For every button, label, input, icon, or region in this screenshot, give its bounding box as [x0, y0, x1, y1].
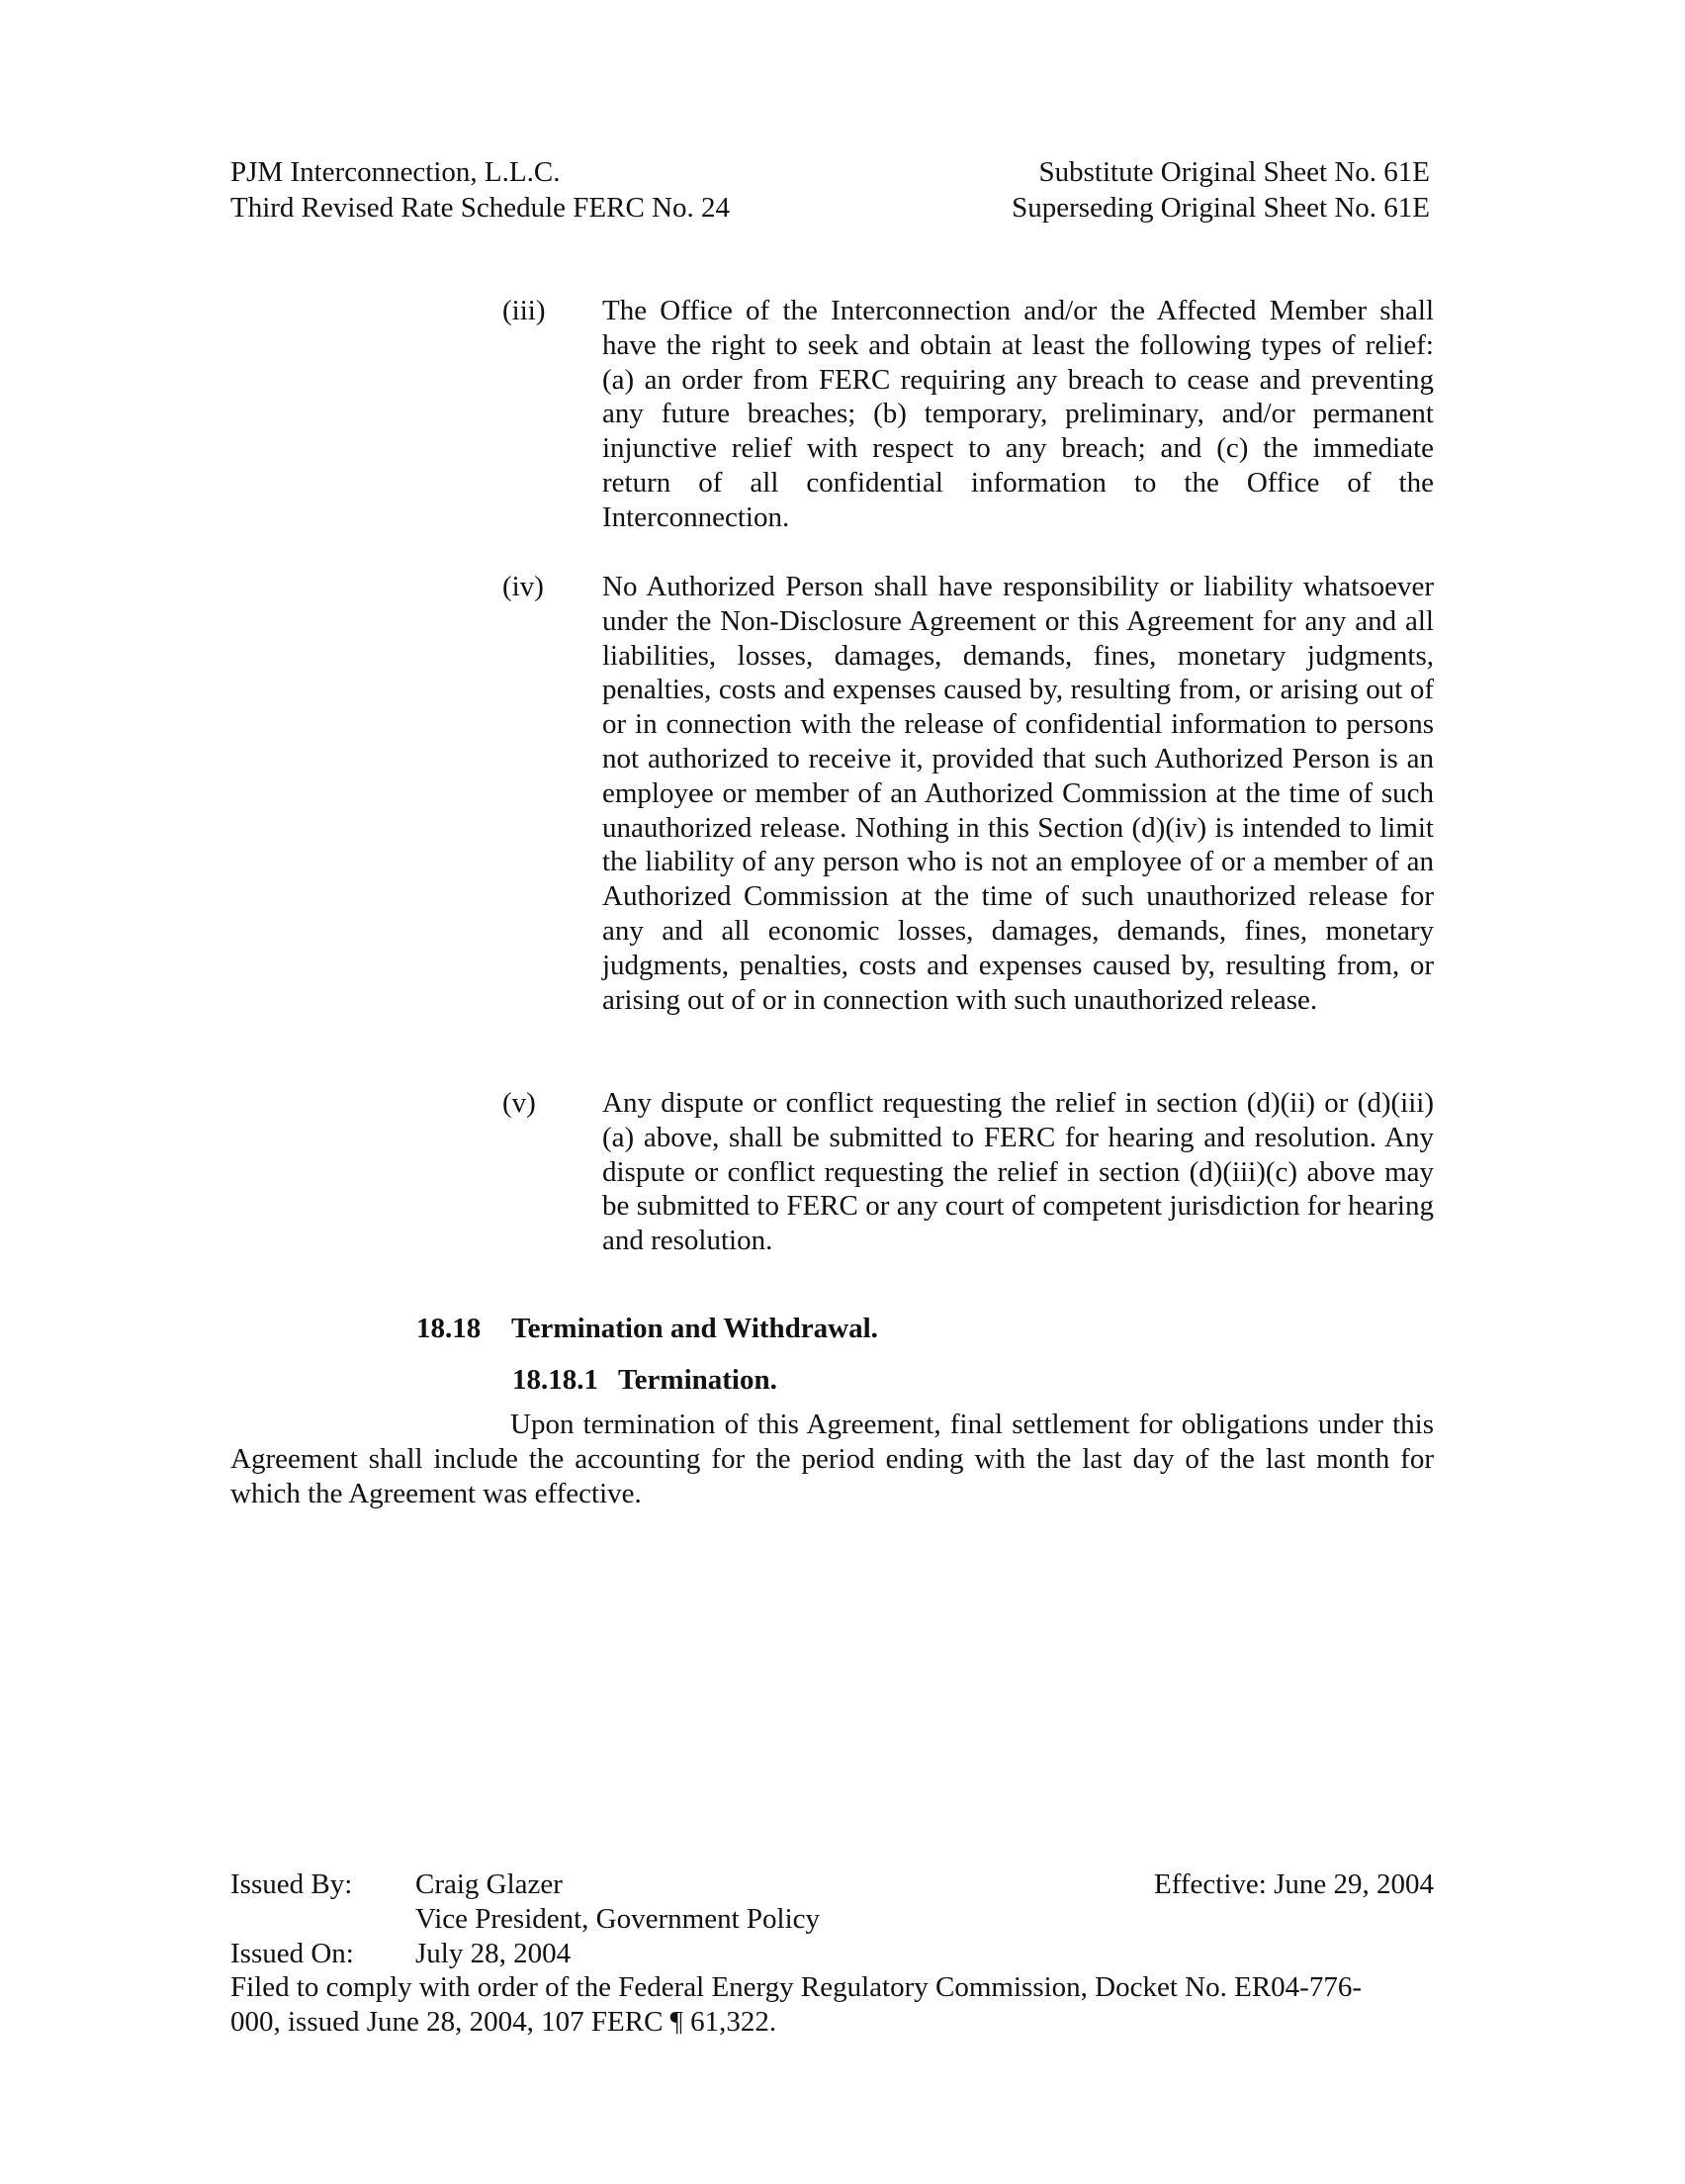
- filed-line-1: Filed to comply with order of the Federal Energy Regulatory Commission, Docket No. ER04-776-: [230, 1971, 1362, 2004]
- superseding-sheet: Superseding Original Sheet No. 61E: [1012, 192, 1430, 224]
- subsection-number: 18.18.1: [512, 1364, 598, 1396]
- list-item: [502, 294, 1434, 535]
- header-right: [1012, 154, 1430, 226]
- issued-by-title: Vice President, Government Policy: [415, 1902, 821, 1935]
- subsection-title: Termination.: [618, 1364, 777, 1396]
- header-left: [230, 154, 730, 226]
- item-number: (iv): [502, 571, 544, 602]
- issued-on-label: Issued On:: [230, 1937, 354, 1969]
- item-number: (v): [502, 1087, 536, 1119]
- issued-by-label: Issued By:: [230, 1868, 353, 1900]
- issued-on-date: July 28, 2004: [415, 1937, 572, 1969]
- section-number: 18.18: [416, 1313, 482, 1344]
- filed-line-2: 000, issued June 28, 2004, 107 FERC ¶ 61,322.: [230, 2006, 777, 2039]
- item-text: The Office of the Interconnection and/or the Affected Member shall have the right to seek and obtain at least the following types of relief: (a) an order from FERC requiring any breach to cease and preventing any future breaches; (b) temporary, preliminary, and/or permanent injunctive relief with respect to any breach; and (c) the immediate return of all confidential information to the Office of the Interconnection.: [602, 295, 1434, 533]
- issued-by-name: Craig Glazer: [415, 1868, 563, 1900]
- item-text: No Authorized Person shall have responsibility or liability whatsoever under the Non-Disclosure Agreement or this Agreement for any and all liabilities, losses, damages, demands, fines, monetary judgments, penalties, costs and expenses caused by, resulting from, or arising out of or in connection with the release of confidential information to persons not authorized to receive it, provided that such Authorized Person is an employee or member of an Authorized Commission at the time of such unauthorized release. Nothing in this Section (d)(iv) is intended to limit the liability of any person who is not an employee of or a member of an Authorized Commission at the time of such unauthorized release for any and all economic losses, damages, demands, fines, monetary judgments, penalties, costs and expenses caused by, resulting from, or arising out of or in connection with such unauthorized release.: [602, 571, 1434, 1016]
- subsection-heading: [512, 1362, 777, 1398]
- section-heading: [416, 1311, 878, 1346]
- footer: [230, 1867, 1434, 2040]
- effective-date: Effective: June 29, 2004: [1154, 1868, 1434, 1900]
- list-item: [502, 570, 1434, 1017]
- termination-paragraph: Upon termination of this Agreement, final settlement for obligations under this Agreement shall include the accounting for the period ending with the last day of the last month for which the Agreement was effective.: [230, 1409, 1434, 1509]
- list-item: [502, 1086, 1434, 1258]
- item-number: (iii): [502, 295, 546, 326]
- company-name: PJM Interconnection, L.L.C.: [230, 156, 561, 188]
- rate-schedule: Third Revised Rate Schedule FERC No. 24: [230, 192, 731, 224]
- sheet-number: Substitute Original Sheet No. 61E: [1038, 156, 1430, 188]
- item-text: Any dispute or conflict requesting the relief in section (d)(ii) or (d)(iii)(a) above, shall be submitted to FERC for hearing and resolution. Any dispute or conflict requesting the relief in section (d)(iii)(c) above may be submitted to FERC or any court of competent jurisdiction for hearing and resolution.: [602, 1087, 1434, 1257]
- section-title: Termination and Withdrawal.: [511, 1313, 878, 1344]
